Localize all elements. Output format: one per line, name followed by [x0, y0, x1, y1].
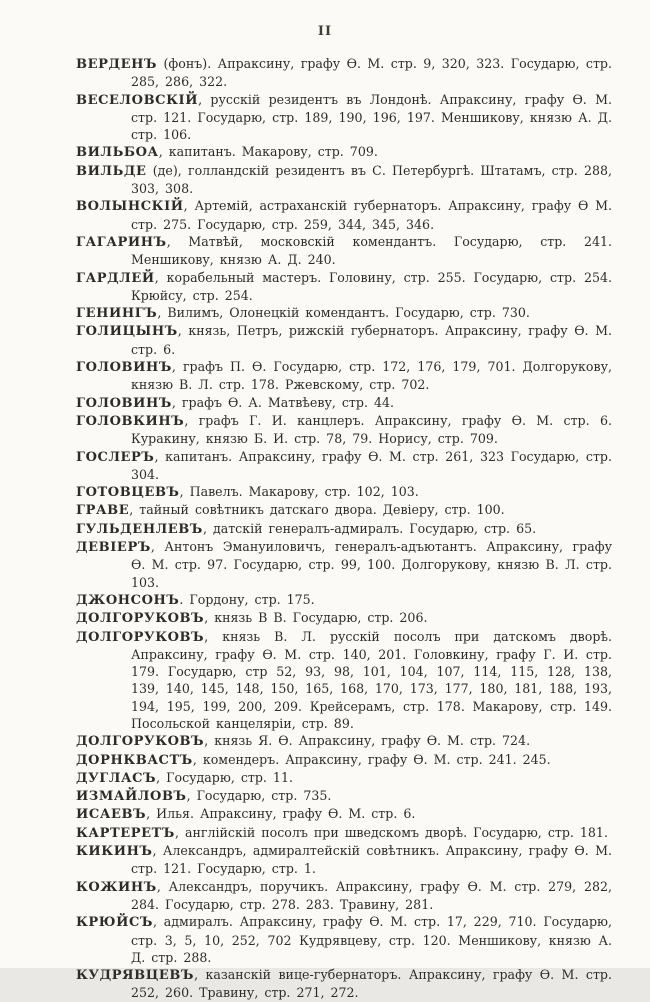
- index-entry: [76, 520, 612, 538]
- entry-name: ГАГАРИНЪ: [76, 234, 167, 250]
- index-entry: [76, 501, 612, 519]
- entry-name: КУДРЯВЦЕВЪ: [76, 968, 195, 984]
- entry-name: ДОЛГОРУКОВЪ: [76, 629, 205, 645]
- entry-name: ДУГЛАСЪ: [76, 770, 157, 786]
- entry-name: ВЕСЕЛОВСКІЙ: [76, 92, 199, 108]
- index-entry: [76, 197, 612, 233]
- index-entry: [76, 732, 612, 750]
- entry-name: ГОЛИЦЫНЪ: [76, 324, 178, 340]
- index-entry: [76, 538, 612, 591]
- entry-references: , датскій генералъ-адмиралъ. Государю, стр. 65.: [202, 520, 537, 536]
- entry-references: , англійскій посолъ при шведскомъ дворѣ. Государю, стр. 181.: [174, 824, 608, 840]
- entry-name: ИЗМАЙЛОВЪ: [76, 789, 187, 805]
- entry-name: ДОРНКВАСТЪ: [76, 752, 193, 768]
- entry-references: , корабельный мастеръ. Головину, стр. 255. Государю, стр. 254. Крюйсу, стр. 254.: [131, 269, 612, 303]
- entry-references: , Вилимъ, Олонецкій комендантъ. Государю, стр. 730.: [157, 305, 530, 321]
- index-entry: [76, 878, 612, 914]
- entry-name: ВОЛЫНСКІЙ: [76, 199, 184, 215]
- entry-references: , Александръ, поручикъ. Апраксину, графу Ѳ. М. стр. 279, 282, 284. Государю, стр. 278. 283. Травину, 281.: [131, 878, 612, 912]
- entry-name: КАРТЕРЕТЪ: [76, 825, 175, 841]
- index-entry: [76, 269, 612, 305]
- index-entry: [76, 628, 612, 733]
- index-entry: [76, 483, 612, 501]
- entry-references: , капитанъ. Апраксину, графу Ѳ. М. стр. 261, 323 Государю, стр. 304.: [131, 448, 612, 482]
- index-entry: [76, 769, 612, 787]
- index-entry: [76, 787, 612, 805]
- entry-references: , графъ Г. И. канцлеръ. Апраксину, графу Ѳ. М. стр. 6. Куракину, князю Б. И. стр. 78, 79. Норису, стр. 709.: [131, 412, 612, 447]
- entry-references: , Павелъ. Макарову, стр. 102, 103.: [179, 484, 419, 500]
- entry-name: ГОЛОВИНЪ: [76, 360, 172, 376]
- index-entry: [76, 751, 612, 769]
- entry-references: , Александръ, адмиралтейскій совѣтникъ. Апраксину, графу Ѳ. М. стр. 121. Государю, стр. 1.: [131, 843, 612, 877]
- entry-references: , графъ Ѳ. А. Матвѣеву, стр. 44.: [171, 394, 394, 410]
- entry-references: (фонъ). Апраксину, графу Ѳ. М. стр. 9, 320, 323. Государю, стр. 285, 286, 322.: [131, 56, 612, 90]
- entry-references: , князь, Петръ, рижскій губернаторъ. Апраксину, графу Ѳ. М. стр. 6.: [131, 323, 612, 357]
- entry-name: ГРАВЕ: [76, 503, 130, 519]
- entry-references: , Матвѣй, московскій комендантъ. Государю, стр. 241. Меншикову, князю А. Д. 240.: [131, 233, 612, 268]
- entry-name: КИКИНЪ: [76, 844, 153, 860]
- page-number: II: [317, 24, 333, 39]
- entry-name: ГОТОВЦЕВЪ: [76, 485, 180, 501]
- index-entry: [76, 842, 612, 878]
- entry-references: , графъ П. Ѳ. Государю, стр. 172, 176, 179, 701. Долгорукову, князю В. Л. стр. 178. Ржевскому, стр. 702.: [131, 359, 612, 393]
- entry-references: , капитанъ. Макарову, стр. 709.: [158, 144, 378, 160]
- entry-name: КРЮЙСЪ: [76, 915, 153, 931]
- index-entry: [76, 358, 612, 394]
- entry-name: ДЖОНСОНЪ: [76, 592, 180, 608]
- entry-name: ВИЛЬДЕ: [76, 163, 147, 179]
- entry-name: ДЕВІЕРЪ: [76, 540, 151, 556]
- index-entry: [76, 91, 612, 144]
- entry-references: (де), голландскій резидентъ въ С. Петербургѣ. Штатамъ, стр. 288, 303, 308.: [131, 162, 612, 197]
- entry-references: , Артемій, астраханскій губернаторъ. Апраксину, графу Ѳ М. стр. 275. Государю, стр. 259, 344, 345, 346.: [131, 198, 612, 232]
- entry-references: , Илья. Апраксину, графу Ѳ. М. стр. 6.: [146, 806, 416, 822]
- entry-references: , комендеръ. Апраксину, графу Ѳ. М. стр. 241. 245.: [192, 751, 551, 767]
- index-entry: [76, 394, 612, 412]
- index-entry: [76, 55, 612, 91]
- index-entry: [76, 805, 612, 823]
- entry-name: ГЕНИНГЪ: [76, 306, 158, 322]
- index-entry: [76, 966, 612, 1002]
- entry-references: , князь В. Л. русскій посолъ при датскомъ дворѣ. Апраксину, графу Ѳ. М. стр. 140, 201. Головкину, графу Г. И. стр. 179. Государю, стр 52, 93, 98, 101, 104, 107, 114, 115, 128, 138, 139, 140, 145, 148, 150, 165, 168, 170, 173, 177, 180, 181, 188, 193, 194, 195, 199, 200, 209. Крейсерамъ, стр. 178. Макарову, стр. 149. Посольской канцеляріи, стр. 89.: [131, 628, 612, 731]
- entry-references: , князь Я. Ѳ. Апраксину, графу Ѳ. М. стр. 724.: [204, 733, 531, 749]
- index-entry: [76, 322, 612, 358]
- entry-name: ДОЛГОРУКОВЪ: [76, 734, 205, 750]
- entry-name: КОЖИНЪ: [76, 879, 157, 895]
- entry-name: ДОЛГОРУКОВЪ: [76, 611, 205, 627]
- entry-references: , казанскій вице-губернаторъ. Апраксину, графу Ѳ. М. стр. 252, 260. Травину, стр. 271, 272.: [131, 967, 612, 1001]
- entry-name: ГОСЛЕРЪ: [76, 449, 155, 465]
- entry-references: , Государю, стр. 11.: [156, 769, 293, 785]
- index-entry: [76, 609, 612, 627]
- entry-name: ИСАЕВЪ: [76, 807, 147, 823]
- entry-name: ГУЛЬДЕНЛЕВЪ: [76, 521, 203, 537]
- entry-references: , князь В В. Государю, стр. 206.: [204, 610, 428, 626]
- entry-references: , адмиралъ. Апраксину, графу Ѳ. М. стр. 17, 229, 710. Государю, стр. 3, 5, 10, 252, 702 Кудрявцеву, стр. 120. Меншикову, князю А. Д. стр. 288.: [131, 914, 612, 965]
- index-entry: [76, 448, 612, 484]
- entry-references: , Антонъ Эмануиловичъ, генералъ-адъютантъ. Апраксину, графу Ѳ. М. стр. 97. Государю, стр. 99, 100. Долгорукову, князю В. Л. стр. 103.: [131, 539, 612, 590]
- entry-name: ВИЛЬБОА: [76, 145, 159, 161]
- entry-references: , русскій резидентъ въ Лондонѣ. Апраксину, графу Ѳ. М. стр. 121. Государю, стр. 189, 190, 196, 197. Меншикову, князю А. Д. стр. 106.: [131, 91, 612, 143]
- index-entry: [76, 233, 612, 269]
- name-index-list: [76, 55, 612, 1002]
- index-entry: [76, 162, 612, 198]
- index-entry: [76, 412, 612, 448]
- entry-name: ГОЛОВКИНЪ: [76, 413, 185, 429]
- index-entry: [76, 304, 612, 322]
- entry-name: ВЕРДЕНЪ: [76, 57, 158, 72]
- entry-references: , тайный совѣтникъ датскаго двора. Девіеру, стр. 100.: [129, 502, 505, 518]
- index-entry: [76, 143, 612, 161]
- index-entry: [76, 824, 612, 842]
- index-entry: [76, 591, 612, 609]
- index-entry: [76, 913, 612, 966]
- entry-references: , Государю, стр. 735.: [186, 788, 332, 804]
- entry-name: ГАРДЛЕЙ: [76, 270, 155, 286]
- entry-references: . Гордону, стр. 175.: [179, 591, 315, 607]
- entry-name: ГОЛОВИНЪ: [76, 395, 172, 411]
